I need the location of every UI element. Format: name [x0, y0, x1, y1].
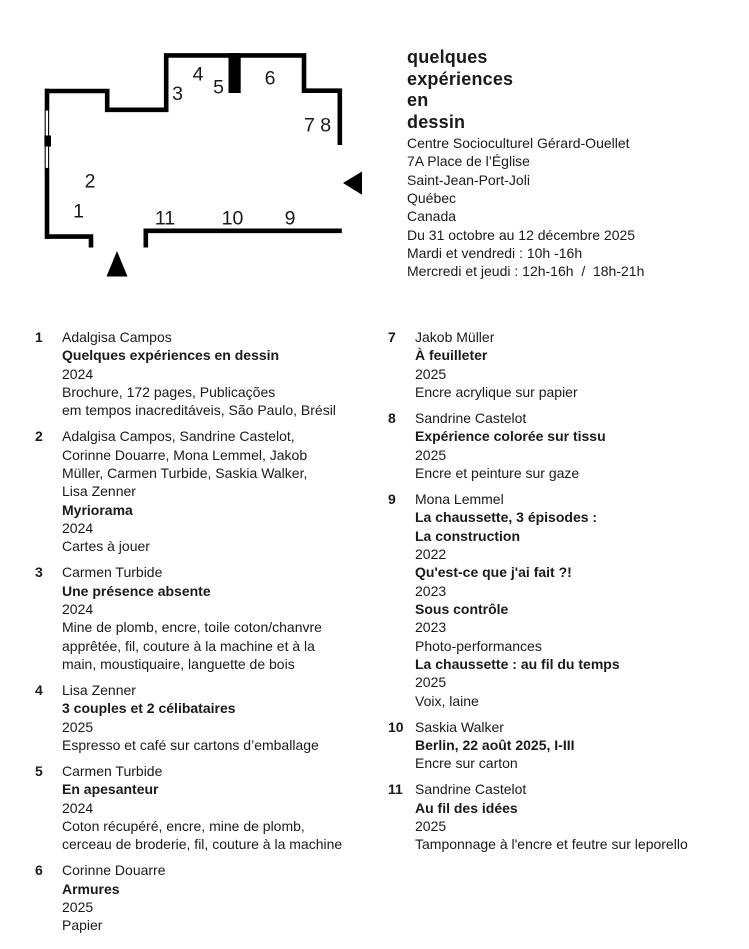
room-label-3: 3 — [172, 83, 183, 105]
work-text-line: Sandrine Castelot — [415, 781, 527, 798]
work-details — [415, 490, 746, 710]
work-text-line: 2024 — [62, 520, 94, 537]
work-text-line: Encre et peinture sur gaze — [415, 465, 580, 481]
work-text-line: Corinne Douarre — [62, 862, 166, 879]
exhibition-title — [407, 47, 745, 134]
work-details — [62, 328, 385, 420]
floor-plan — [0, 0, 400, 300]
work-number: 3 — [35, 564, 43, 581]
work-text-line: Cartes à jouer — [62, 538, 150, 555]
work-text-line: 2024 — [62, 365, 94, 382]
work-text-line: 2025 — [62, 898, 94, 915]
work-text-line: Brochure, 172 pages, Publicações — [62, 384, 276, 401]
room-label-6: 6 — [264, 67, 276, 90]
exhibition-title-line: en — [407, 90, 429, 111]
room-label-7-8: 7 8 — [303, 114, 332, 137]
work-title-line: À feuilleter — [415, 347, 488, 364]
work-text-line: Adalgisa Campos, Sandrine Castelot, — [62, 428, 295, 445]
work-title-line: Au fil des idées — [415, 799, 518, 816]
work-text-line: 2025 — [415, 446, 447, 463]
work-title-line: Berlin, 22 août 2025, I-III — [415, 737, 575, 753]
venue-city: Saint-Jean-Port-Joli — [407, 171, 530, 188]
work-text-line: Adalgisa Campos — [62, 329, 172, 345]
work-title-line: 3 couples et 2 célibataires — [62, 700, 236, 717]
work-item-8 — [388, 409, 746, 482]
work-text-line: cerceau de broderie, fil, couture à la machine — [62, 836, 343, 853]
works-column-left — [35, 328, 385, 942]
work-text-line: 2025 — [415, 365, 447, 382]
work-text-line: Espresso et café sur cartons d’emballage — [62, 737, 319, 753]
work-text-line: Photo-performances — [415, 637, 542, 654]
entrance-arrow-icon — [107, 251, 128, 277]
header — [407, 47, 745, 281]
venue-name: Centre Socioculturel Gérard-Ouellet — [407, 134, 630, 151]
work-item-10 — [388, 718, 746, 773]
work-title-line: Expérience colorée sur tissu — [415, 428, 606, 445]
work-title-line: La chaussette, 3 épisodes : — [415, 509, 598, 526]
work-item-11 — [388, 780, 746, 853]
venue-province: Québec — [407, 189, 457, 206]
exhibition-title-line: quelques — [407, 47, 488, 67]
work-title-line: Myriorama — [62, 501, 133, 518]
works-column-right — [388, 328, 746, 861]
work-item-9 — [388, 490, 746, 710]
work-title-line: Qu'est-ce que j'ai fait ?! — [415, 564, 572, 581]
exhibition-title-line: dessin — [407, 112, 466, 133]
work-text-line: Carmen Turbide — [62, 564, 163, 581]
work-text-line: em tempos inacreditáveis, São Paulo, Brésil — [62, 402, 336, 419]
work-details — [62, 762, 385, 854]
room-label-5: 5 — [213, 76, 224, 99]
work-text-line: 2022 — [415, 545, 447, 562]
work-text-line: Tamponnage à l'encre et feutre sur leporello — [415, 836, 688, 853]
wall-bottom-right — [146, 231, 342, 248]
work-text-line: main, moustiquaire, languette de bois — [62, 656, 295, 673]
work-number: 4 — [35, 681, 43, 698]
work-number: 11 — [388, 781, 403, 798]
work-text-line: Mona Lemmel — [415, 490, 504, 507]
room-label-4: 4 — [192, 63, 204, 86]
work-number: 5 — [35, 762, 43, 779]
work-item-2 — [35, 427, 385, 555]
work-item-7 — [388, 328, 746, 401]
room-label-11: 11 — [154, 207, 176, 230]
work-text-line: Coton récupéré, encre, mine de plomb, — [62, 817, 305, 834]
work-title-line: En apesanteur — [62, 781, 159, 798]
work-text-line: Müller, Carmen Turbide, Saskia Walker, — [62, 465, 308, 481]
work-text-line: 2025 — [415, 674, 447, 691]
venue-info — [407, 134, 745, 281]
work-number: 6 — [35, 862, 43, 879]
work-number: 10 — [388, 718, 404, 735]
work-number: 2 — [35, 428, 43, 445]
work-item-4 — [35, 681, 385, 754]
work-text-line: 2023 — [415, 619, 447, 636]
work-title-line: Armures — [62, 880, 120, 897]
exhibition-title-line: expériences — [407, 68, 514, 89]
work-details — [415, 328, 746, 401]
work-details — [62, 861, 385, 934]
work-title-line: La construction — [415, 527, 521, 544]
work-title-line: Sous contrôle — [415, 601, 509, 617]
work-details — [62, 681, 385, 754]
work-text-line: Papier — [62, 917, 103, 934]
work-number: 9 — [388, 490, 396, 507]
window-mullion-block — [44, 136, 51, 147]
work-text-line: Lisa Zenner — [62, 681, 136, 698]
work-text-line: apprêtée, fil, couture à la machine et à la — [62, 637, 315, 654]
work-item-5 — [35, 762, 385, 854]
work-title-line: Quelques expériences en dessin — [62, 347, 280, 364]
venue-address: 7A Place de l’Église — [407, 153, 530, 170]
work-text-line: Mine de plomb, encre, toile coton/chanvre — [62, 619, 322, 636]
work-item-1 — [35, 328, 385, 420]
work-details — [415, 780, 746, 853]
work-text-line: Encre sur carton — [415, 755, 518, 772]
work-number: 7 — [388, 329, 396, 345]
work-text-line: Sandrine Castelot — [415, 409, 527, 426]
work-number: 1 — [35, 329, 43, 345]
wall-bottom-left — [45, 237, 91, 248]
work-details — [62, 427, 385, 555]
opening-hours-2: Mercredi et jeudi : 12h-16h / 18h-21h — [407, 263, 645, 280]
work-text-line: Lisa Zenner — [62, 483, 136, 500]
work-text-line: Jakob Müller — [415, 329, 495, 345]
work-text-line: Saskia Walker — [415, 718, 504, 735]
work-text-line: 2024 — [62, 799, 94, 816]
work-title-line: La chaussette : au fil du temps — [415, 656, 620, 673]
work-item-6 — [35, 861, 385, 934]
work-item-3 — [35, 563, 385, 673]
work-details — [62, 563, 385, 673]
wall-partition-block — [229, 53, 241, 93]
opening-hours-1: Mardi et vendredi : 10h -16h — [407, 244, 583, 261]
work-text-line: Carmen Turbide — [62, 762, 163, 779]
work-number: 8 — [388, 409, 396, 426]
work-details — [415, 718, 746, 773]
venue-country: Canada — [407, 208, 457, 225]
exhibition-dates: Du 31 octobre au 12 décembre 2025 — [407, 226, 636, 243]
work-text-line: Corinne Douarre, Mona Lemmel, Jakob — [62, 446, 308, 463]
room-label-10: 10 — [221, 207, 244, 230]
work-title-line: Une présence absente — [62, 582, 211, 599]
work-text-line: Voix, laine — [415, 692, 479, 709]
room-label-9: 9 — [284, 207, 296, 230]
work-text-line: 2025 — [415, 817, 447, 834]
work-text-line: 2025 — [62, 718, 94, 735]
work-text-line: 2023 — [415, 582, 447, 599]
direction-arrow-icon — [343, 172, 362, 195]
work-details — [415, 409, 746, 482]
room-label-1: 1 — [73, 200, 84, 223]
room-label-2: 2 — [84, 170, 96, 193]
work-text-line: Encre acrylique sur papier — [415, 384, 578, 401]
work-text-line: 2024 — [62, 601, 94, 617]
